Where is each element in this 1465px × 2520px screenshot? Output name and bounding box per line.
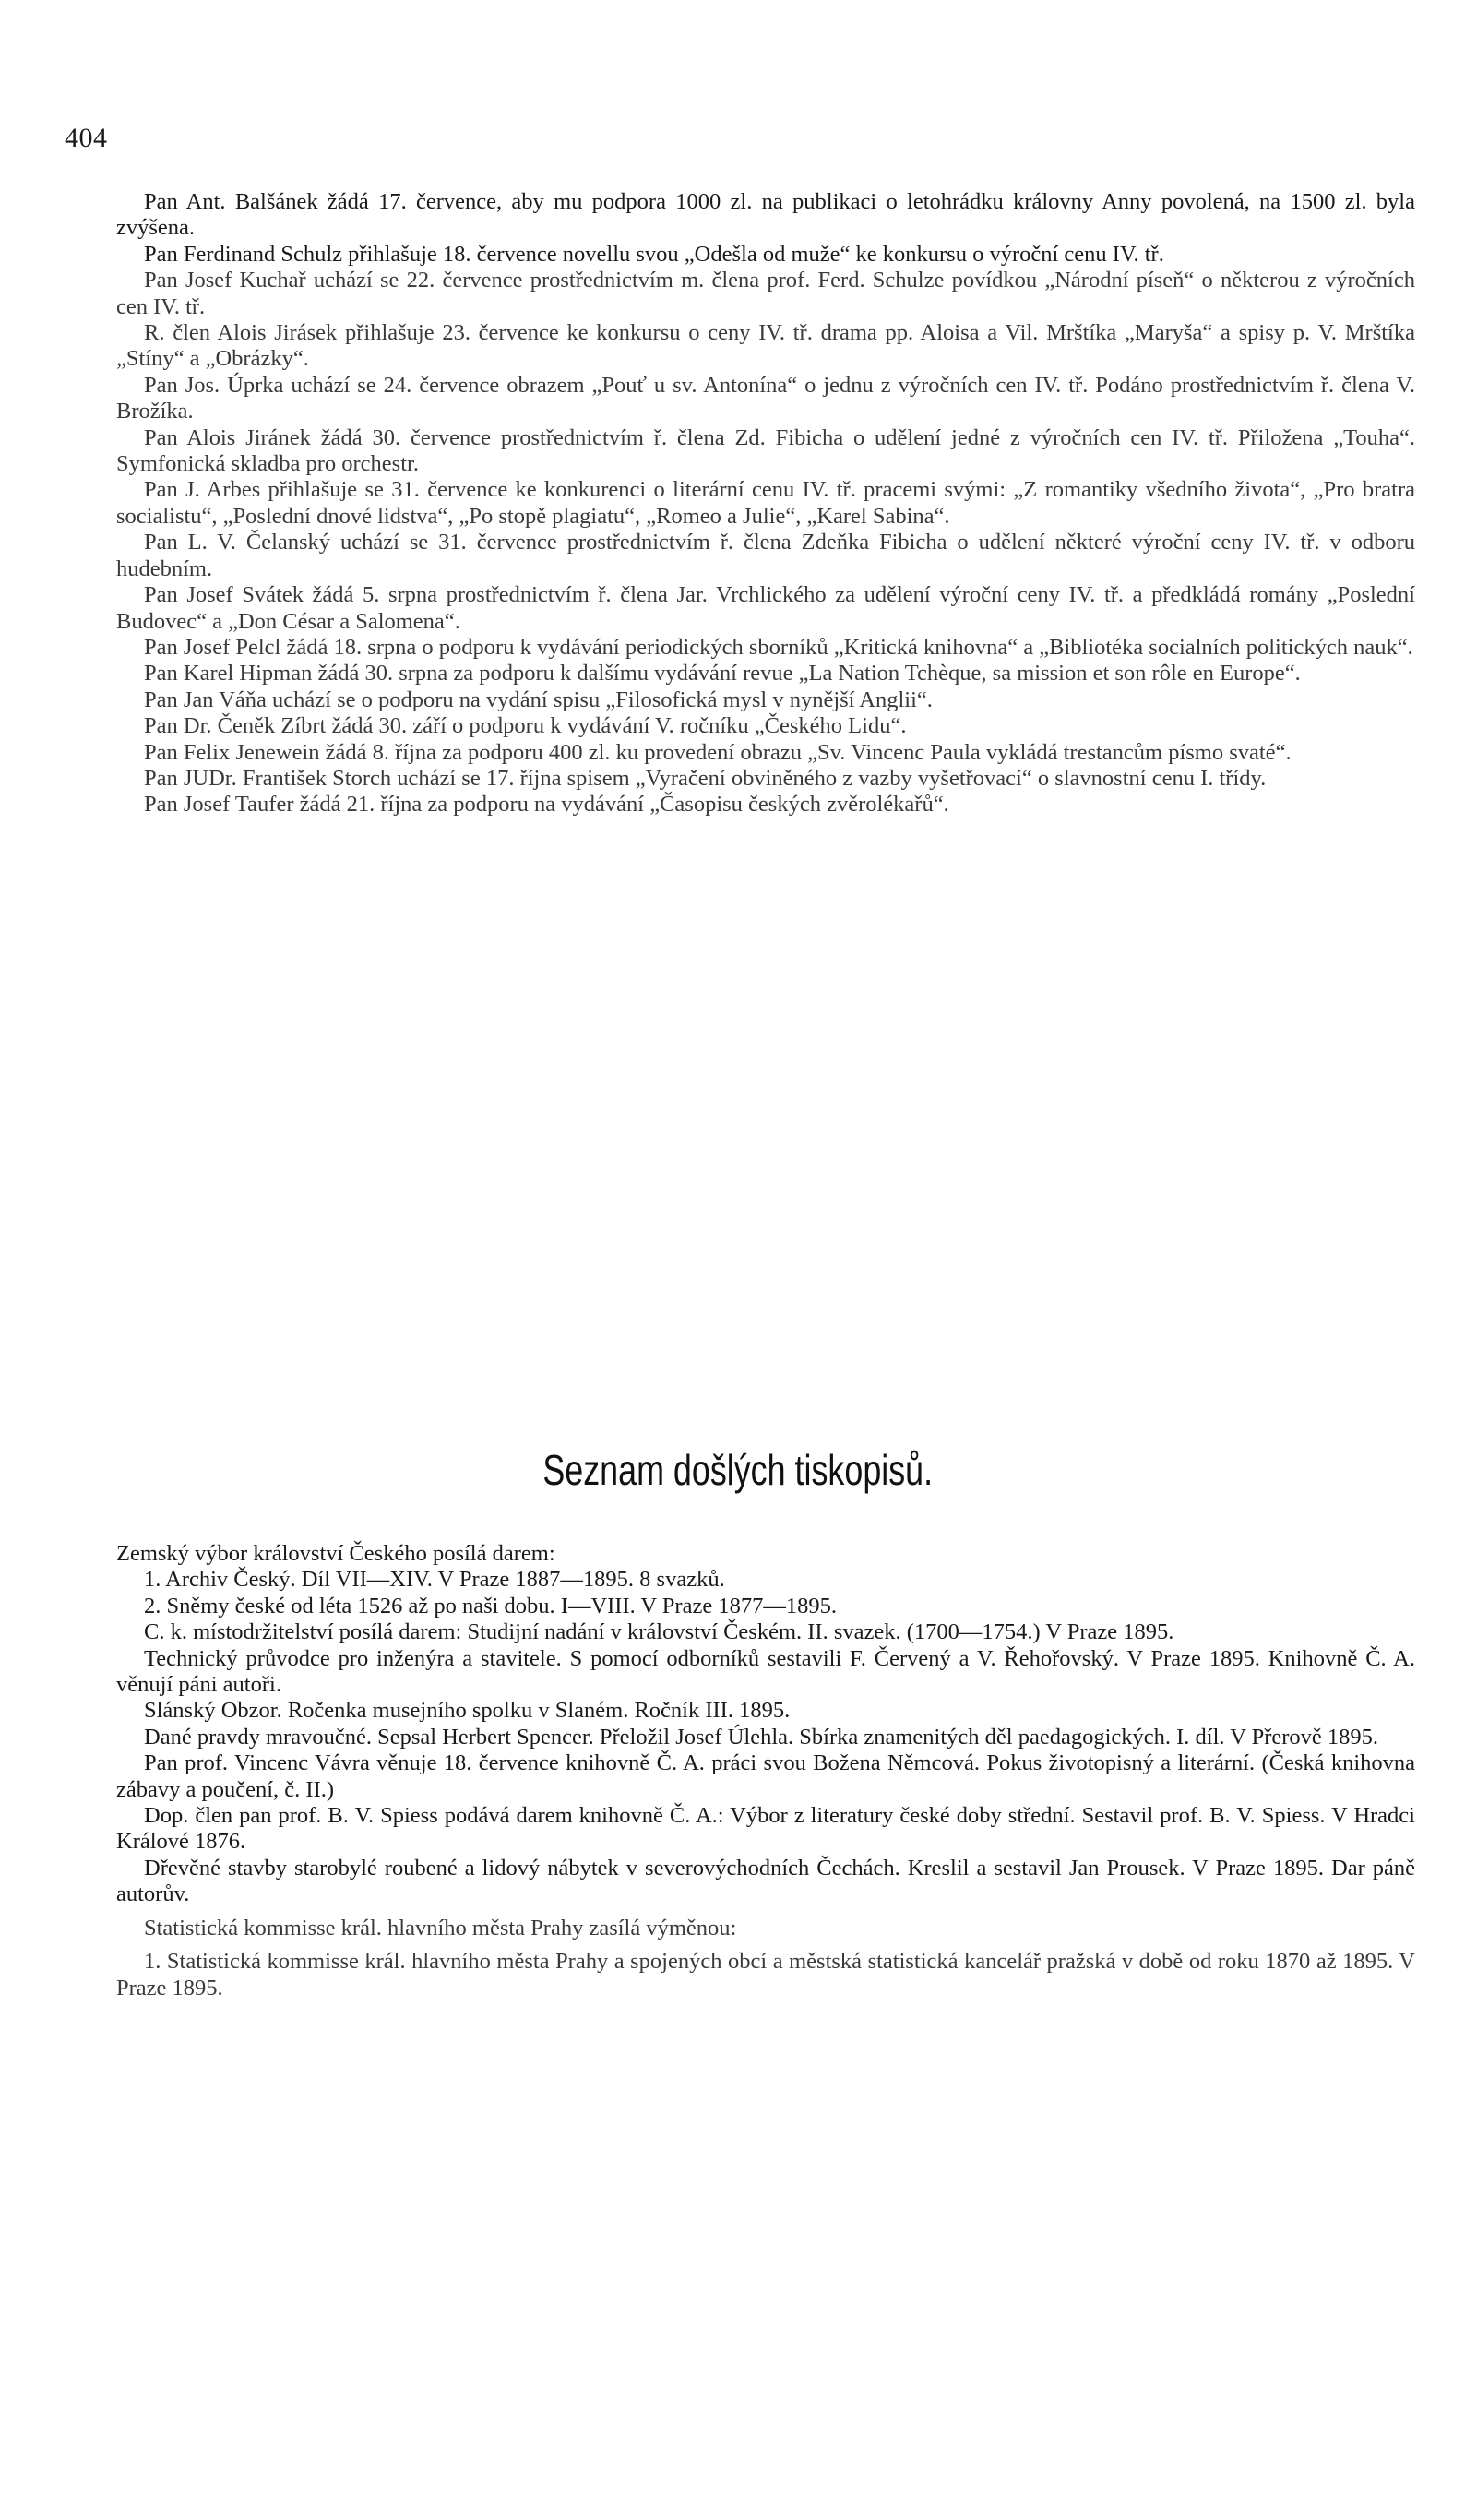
paragraph: Pan JUDr. František Storch uchází se 17. října spisem „Vyračení obviněného z vazby vyšetřovací“ o slavnostní cenu I. třídy. bbox=[144, 765, 1267, 791]
paragraph: Technický průvodce pro inženýra a stavitele. S pomocí odborníků sestavili F. Červený a V. Řehořovský. V Praze 1895. Knihovně Č. A. věnují páni autoři. bbox=[116, 1645, 1415, 1698]
paragraph: Pan Josef Kuchař uchází se 22. července prostřednictvím m. člena prof. Ferd. Schulze povídkou „Národní píseň“ o některou z výročních cen IV. tř. bbox=[116, 268, 1415, 319]
paragraph: Pan Josef Taufer žádá 21. října za podporu na vydávání „Časopisu českých zvěrolékařů“. bbox=[144, 792, 949, 818]
received-prints-section bbox=[116, 1541, 1415, 2001]
paragraph: Pan Ferdinand Schulz přihlašuje 18. července novellu svou „Odešla od muže“ ke konkursu o výroční cenu IV. tř. bbox=[144, 241, 1164, 267]
paragraph: Dané pravdy mravoučné. Sepsal Herbert Spencer. Přeložil Josef Úlehla. Sbírka znamenitých děl paedagogických. I. díl. V Přerově 1895. bbox=[144, 1724, 1379, 1750]
paragraph: Pan Alois Jiránek žádá 30. července prostřednictvím ř. člena Zd. Fibicha o udělení jedné z výročních cen IV. tř. Přiložena „Touha“. Symfonická skladba pro orchestr. bbox=[116, 424, 1415, 477]
paragraph: Pan Dr. Čeněk Zíbrt žádá 30. září o podporu k vydávání V. ročníku „Českého Lidu“. bbox=[144, 713, 907, 739]
list-item: 1. Archiv Český. Díl VII—XIV. V Praze 1887—1895. 8 svazků. bbox=[144, 1567, 725, 1593]
paragraph: Zemský výbor království Českého posílá darem: bbox=[116, 1541, 555, 1566]
paragraph: Pan L. V. Čelanský uchází se 31. července prostřednictvím ř. člena Zdeňka Fibicha o udělení některé výroční ceny IV. tř. v odboru hudebním. bbox=[116, 530, 1415, 581]
section-heading: Seznam došlých tiskopisů. bbox=[542, 1446, 934, 1494]
paragraph: Pan J. Arbes přihlašuje se 31. července ke konkurenci o literární cenu IV. tř. pracemi svými: „Z romantiky všedního života“, „Pro bratra socialistu“, „Poslední dnové lidstva“, „Po stopě plagiatu“, „Romeo a Julie“, „Karel Sabina“. bbox=[116, 477, 1415, 529]
paragraph: Dřevěné stavby starobylé roubené a lidový nábytek v severovýchodních Čechách. Kreslil a sestavil Jan Prousek. V Praze 1895. Dar páně autorův. bbox=[116, 1855, 1415, 1907]
paragraph: Pan Josef Svátek žádá 5. srpna prostřednictvím ř. člena Jar. Vrchlického za udělení výroční ceny IV. tř. a předkládá romány „Poslední Budovec“ a „Don César a Salomena“. bbox=[116, 582, 1415, 634]
page-number: 404 bbox=[65, 123, 108, 153]
paragraph: C. k. místodržitelství posílá darem: Studijní nadání v království Českém. II. svazek. (1700—1754.) V Praze 1895. bbox=[144, 1619, 1174, 1645]
paragraph: Slánský Obzor. Ročenka musejního spolku v Slaném. Ročník III. 1895. bbox=[144, 1698, 791, 1724]
paragraph: Pan prof. Vincenc Vávra věnuje 18. července knihovně Č. A. práci svou Božena Němcová. Pokus životopisný a literární. (Česká knihovna zábavy a poučení, č. II.) bbox=[116, 1750, 1415, 1802]
paragraph: Statistická kommisse král. hlavního města Prahy zasílá výměnou: bbox=[144, 1915, 737, 1941]
paragraph: Pan Karel Hipman žádá 30. srpna za podporu k dalšímu vydávání revue „La Nation Tchèque, sa mission et son rôle en Europe“. bbox=[144, 661, 1301, 687]
paragraph: R. člen Alois Jirásek přihlašuje 23. července ke konkursu o ceny IV. tř. drama pp. Aloisa a Vil. Mrštíka „Maryša“ a spisy p. V. Mrštíka „Stíny“ a „Obrázky“. bbox=[116, 320, 1415, 372]
paragraph: Dop. člen pan prof. B. V. Spiess podává darem knihovně Č. A.: Výbor z literatury české doby střední. Sestavil prof. B. V. Spiess. V Hradci Králové 1876. bbox=[116, 1803, 1415, 1855]
paragraph: Pan Jos. Úprka uchází se 24. července obrazem „Pouť u sv. Antonína“ o jednu z výročních cen IV. tř. Podáno prostřednictvím ř. člena V. Brožíka. bbox=[116, 372, 1415, 424]
requests-section bbox=[116, 189, 1415, 818]
paragraph: Pan Ant. Balšánek žádá 17. července, aby mu podpora 1000 zl. na publikaci o letohrádku královny Anny povolená, na 1500 zl. byla zvýšena. bbox=[116, 189, 1415, 241]
list-item: 2. Sněmy české od léta 1526 až po naši dobu. I—VIII. V Praze 1877—1895. bbox=[144, 1593, 837, 1618]
list-item: 1. Statistická kommisse král. hlavního města Prahy a spojených obcí a městská statistická kancelář pražská v době od roku 1870 až 1895. V Praze 1895. bbox=[116, 1949, 1415, 2000]
paragraph: Pan Jan Váňa uchází se o podporu na vydání spisu „Filosofická mysl v nynější Anglii“. bbox=[144, 687, 933, 712]
paragraph: Pan Josef Pelcl žádá 18. srpna o podporu k vydávání periodických sborníků „Kritická knihovna“ a „Bibliotéka socialních politických nauk“. bbox=[144, 634, 1413, 660]
paragraph: Pan Felix Jenewein žádá 8. října za podporu 400 zl. ku provedení obrazu „Sv. Vincenc Paula vykládá trestancům písmo svaté“. bbox=[144, 739, 1292, 765]
